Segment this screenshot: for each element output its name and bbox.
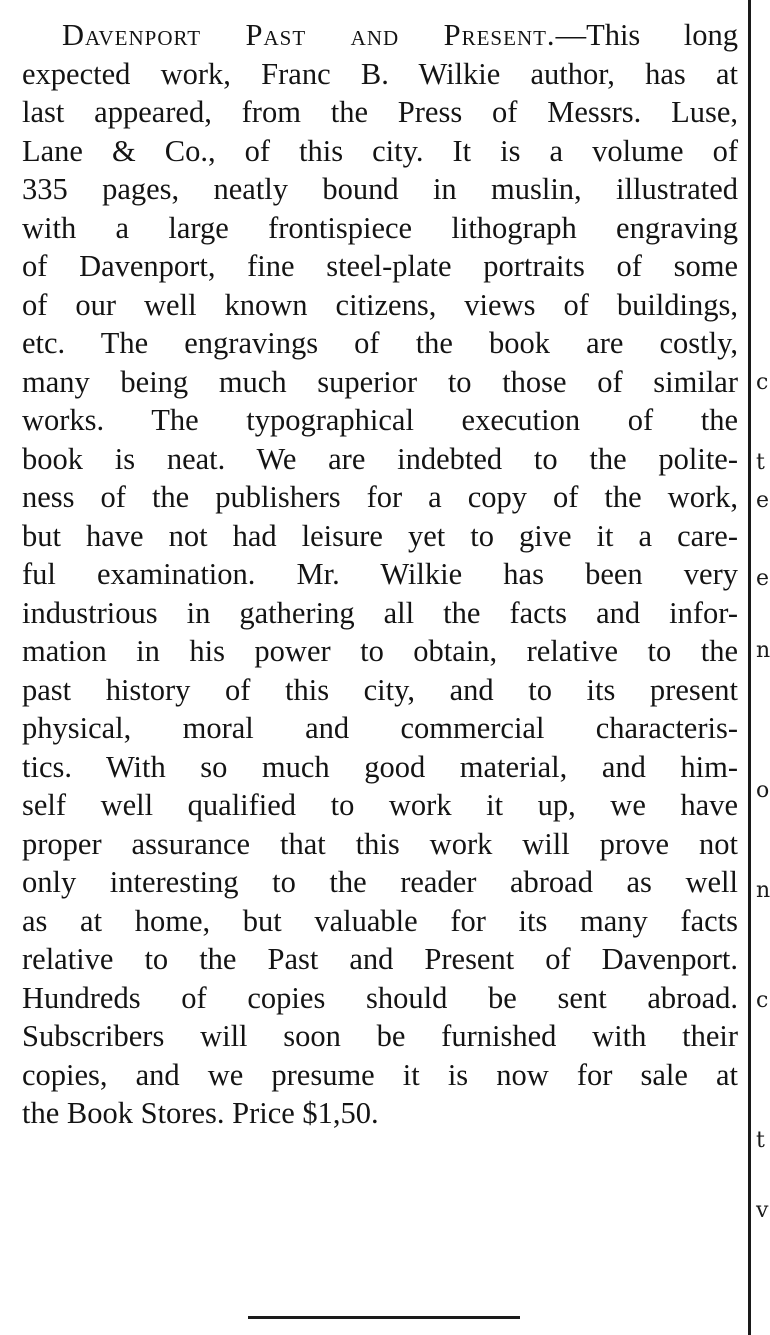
newspaper-article [22, 16, 738, 1133]
edge-letter: n [756, 638, 770, 663]
article-line: —This long [555, 18, 738, 52]
article-line: ful examination. Mr. Wilkie has been very [22, 557, 738, 591]
article-line: proper assurance that this work will prove not [22, 826, 738, 861]
article-line: works. The typographical execution of the [22, 403, 738, 437]
article-line: past history of this city, and to its present [22, 672, 738, 707]
article-first-line [22, 16, 738, 55]
article-line: of our well known citizens, views of buildings, [22, 287, 738, 322]
article-line: with a large frontispiece lithograph engraving [22, 210, 738, 245]
article-line: self well qualified to work it up, we have [22, 788, 738, 822]
article-heading: Davenport Past and Present. [62, 18, 556, 52]
article-line: as at home, but valuable for its many facts [22, 903, 738, 938]
article-line: Subscribers will soon be furnished with their [22, 1019, 738, 1053]
article-line: relative to the Past and Present of Davenport. [22, 942, 738, 976]
edge-letter: e [756, 566, 770, 591]
article-line: Lane & Co., of this city. It is a volume of [22, 133, 738, 168]
edge-letter: n [756, 878, 770, 903]
edge-letter: t [756, 1128, 765, 1153]
article-line: last appeared, from the Press of Messrs. Luse, [22, 95, 738, 129]
article-line: physical, moral and commercial characteris- [22, 711, 738, 745]
edge-letter: e [756, 488, 770, 513]
article-line: but have not had leisure yet to give it a care- [22, 518, 738, 553]
article-line: of Davenport, fine steel-plate portraits of some [22, 249, 738, 283]
article-line: mation in his power to obtain, relative to the [22, 634, 738, 668]
edge-letter: v [756, 1198, 769, 1223]
edge-letter: c [756, 988, 769, 1013]
adjacent-column-fragment [756, 0, 768, 1335]
article-line: book is neat. We are indebted to the polite- [22, 441, 738, 476]
column-divider-rule [748, 0, 751, 1335]
article-line: tics. With so much good material, and him- [22, 749, 738, 784]
edge-letter: t [756, 450, 765, 475]
article-line: copies, and we presume it is now for sale at [22, 1057, 738, 1092]
article-line: expected work, Franc B. Wilkie author, has at [22, 56, 738, 91]
article-line: industrious in gathering all the facts and infor- [22, 595, 738, 630]
article-line: Hundreds of copies should be sent abroad. [22, 980, 738, 1015]
edge-letter: o [756, 778, 770, 803]
article-line: 335 pages, neatly bound in muslin, illustrated [22, 172, 738, 206]
article-line: etc. The engravings of the book are costly, [22, 326, 738, 360]
article-line: the Book Stores. Price $1,50. [22, 1096, 379, 1130]
article-line: ness of the publishers for a copy of the work, [22, 480, 738, 514]
edge-letter: c [756, 370, 769, 395]
article-line: many being much superior to those of similar [22, 364, 738, 399]
article-end-rule [248, 1316, 520, 1319]
article-line: only interesting to the reader abroad as well [22, 865, 738, 899]
